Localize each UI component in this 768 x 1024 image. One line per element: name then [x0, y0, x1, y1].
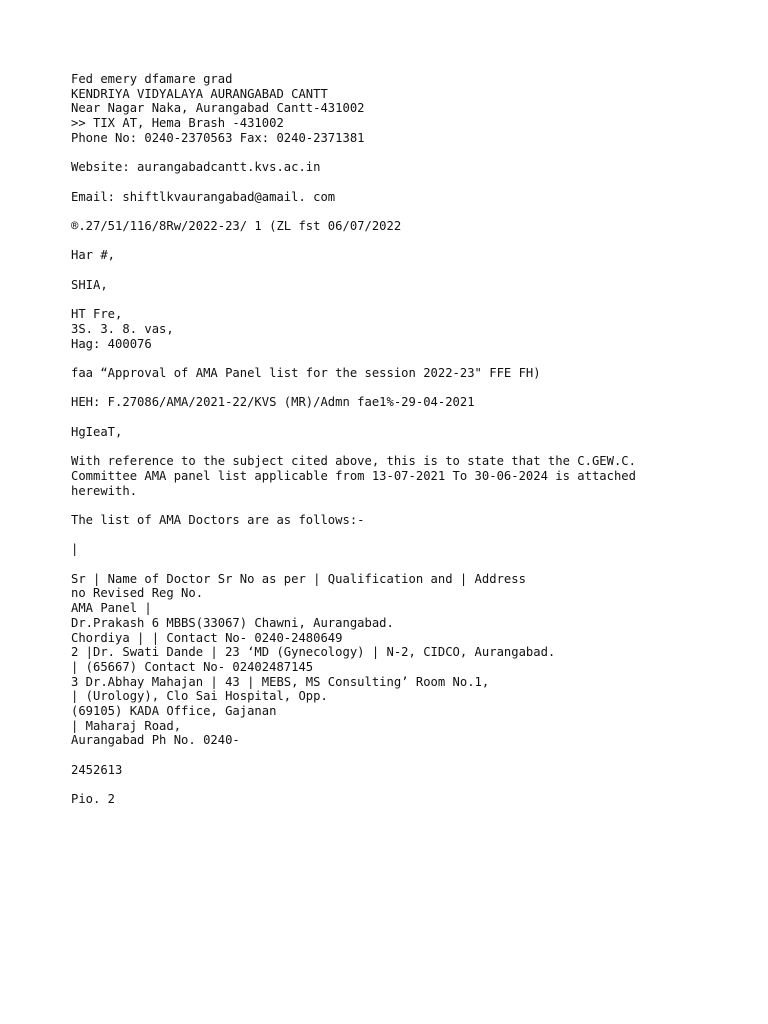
email: Email: shiftlkvaurangabad@amail. com [71, 189, 336, 204]
reference-line: HEH: F.27086/AMA/2021-22/KVS (MR)/Admn fae1%-29-04-2021 [71, 395, 475, 410]
letter-document [71, 72, 751, 807]
pipe-mark: | [71, 542, 79, 557]
recipient-title: SHIA, [71, 277, 108, 292]
recipient-address-line-1: HT Fre, [71, 307, 123, 322]
table-line: 2 |Dr. Swati Dande | 23 ‘MD (Gynecology) | N-2, CIDCO, Aurangabad. [71, 645, 556, 660]
body-line-2: Committee AMA panel list applicable from 13-07-2021 To 30-06-2024 is attached [71, 468, 636, 483]
school-address: Near Nagar Naka, Aurangabad Cantt-431002 [71, 101, 365, 116]
greeting: HgIeaT, [71, 424, 123, 439]
spacer [71, 439, 751, 454]
body-line-1: With reference to the subject cited above, this is to state that the C.GEW.C. [71, 454, 636, 469]
school-address-line-2: >> TIX AT, Hema Brash -431002 [71, 116, 284, 131]
phone-tail: 2452613 [71, 762, 123, 777]
reference-number: ®.27/51/116/8Rw/2022-23/ 1 (ZL fst 06/07/2022 [71, 218, 402, 233]
table-line: (69105) KADA Office, Gajanan [71, 704, 277, 719]
table-line: Dr.Prakash 6 MBBS(33067) Chawni, Aurangabad. [71, 615, 394, 630]
spacer [71, 204, 751, 219]
table-line: | (Urology), Clo Sai Hospital, Opp. [71, 689, 328, 704]
school-name: KENDRIYA VIDYALAYA AURANGABAD CANTT [71, 86, 328, 101]
spacer [71, 528, 751, 543]
table-line: Aurangabad Ph No. 0240- [71, 733, 240, 748]
spacer [71, 498, 751, 513]
spacer [71, 748, 751, 763]
table-line: Sr | Name of Doctor Sr No as per | Qualification and | Address [71, 571, 526, 586]
spacer [71, 351, 751, 366]
spacer [71, 175, 751, 190]
table-line: 3 Dr.Abhay Mahajan | 43 | MEBS, MS Consulting’ Room No.1, [71, 674, 490, 689]
body-line-3: herewith. [71, 483, 138, 498]
spacer [71, 778, 751, 793]
salutation-top: Har #, [71, 248, 116, 263]
list-intro: The list of AMA Doctors are as follows:- [71, 512, 365, 527]
recipient-address-line-3: Hag: 400076 [71, 336, 152, 351]
spacer [71, 234, 751, 249]
spacer [71, 146, 751, 161]
letterhead-line-1: Fed emery dfamare grad [71, 72, 233, 86]
table-line: AMA Panel | [71, 601, 152, 616]
spacer [71, 292, 751, 307]
spacer [71, 381, 751, 396]
page-number: Pio. 2 [71, 792, 116, 807]
spacer [71, 263, 751, 278]
recipient-address-line-2: 3S. 3. 8. vas, [71, 321, 174, 336]
table-line: | Maharaj Road, [71, 718, 182, 733]
spacer [71, 557, 751, 572]
subject-line: faa “Approval of AMA Panel list for the session 2022-23" FFE FH) [71, 365, 541, 380]
table-line: | (65667) Contact No- 02402487145 [71, 659, 314, 674]
spacer [71, 410, 751, 425]
table-line: no Revised Reg No. [71, 586, 204, 601]
website: Website: aurangabadcantt.kvs.ac.in [71, 160, 321, 175]
table-line: Chordiya | | Contact No- 0240-2480649 [71, 630, 343, 645]
phone-fax: Phone No: 0240-2370563 Fax: 0240-2371381 [71, 130, 365, 145]
